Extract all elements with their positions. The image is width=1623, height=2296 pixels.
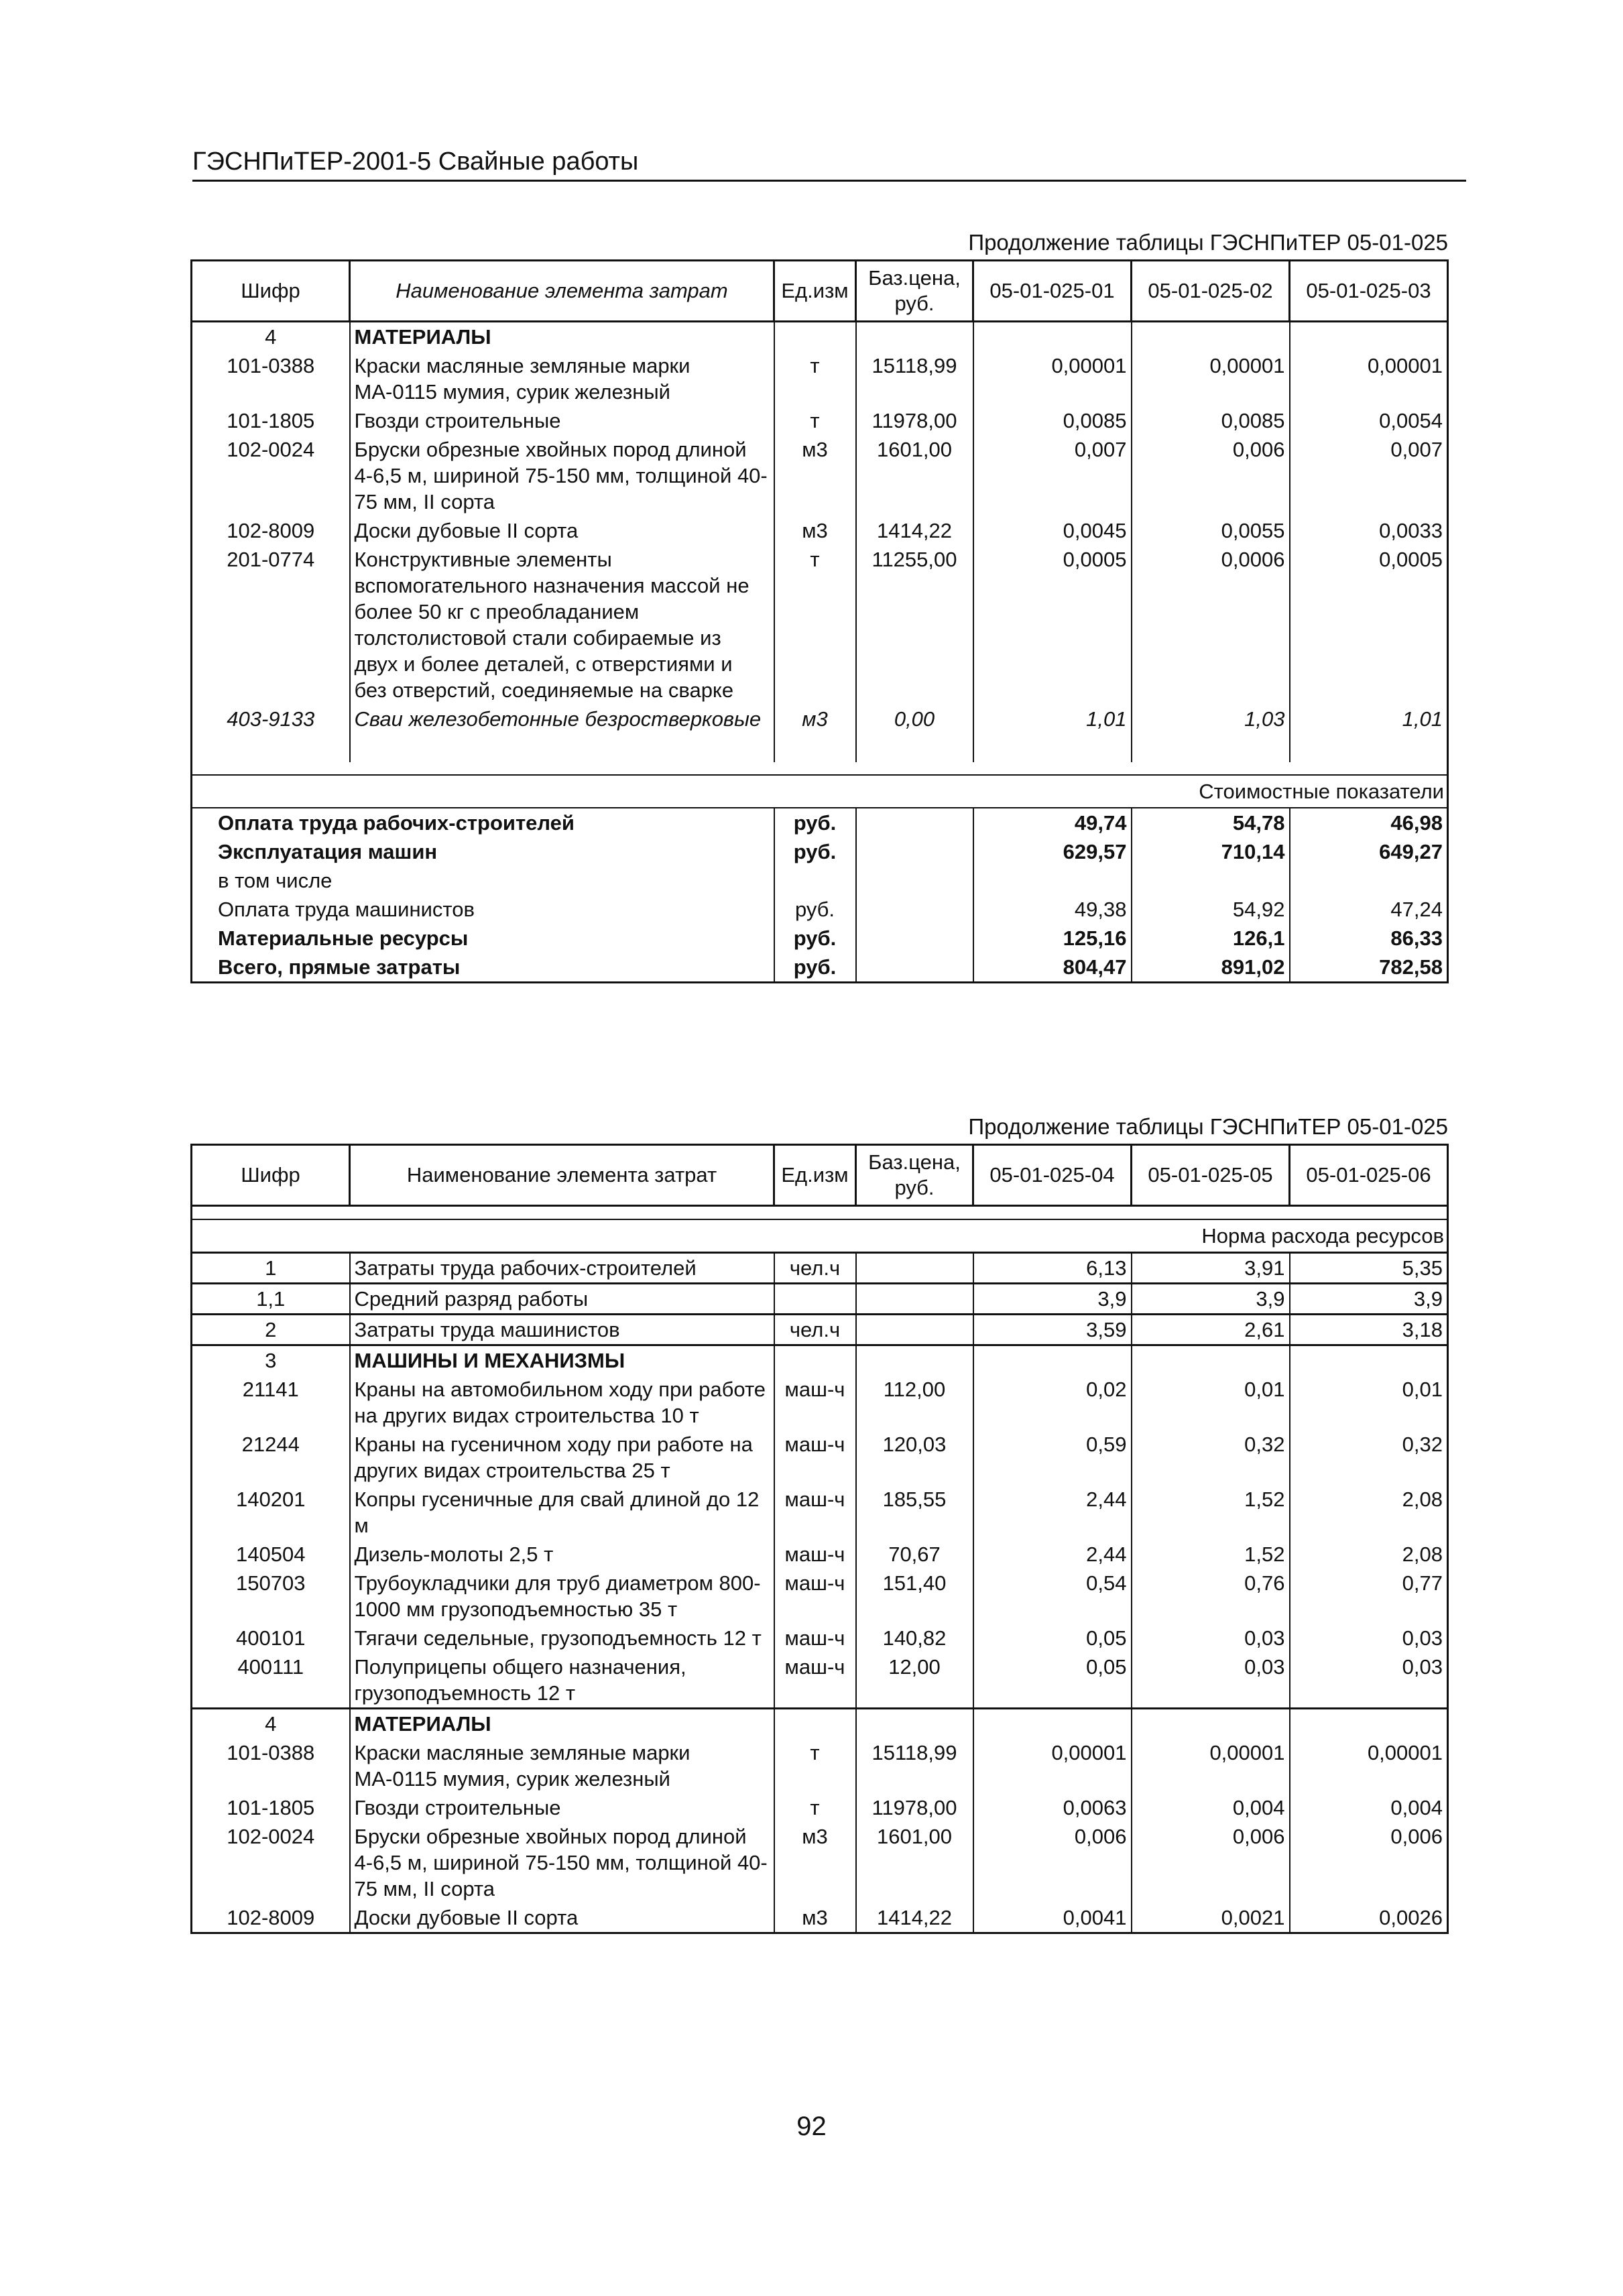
row-price: 12,00 [856,1652,973,1709]
cost-name: в том числе [192,866,774,895]
col-price-header: Баз.цена, руб. [856,1145,973,1206]
cost-value-3: 782,58 [1290,953,1448,983]
row-code: 140201 [192,1485,350,1540]
row-value-2: 1,52 [1132,1540,1290,1569]
cost-value-2: 891,02 [1132,953,1290,983]
table-row [192,1315,1448,1345]
cost-row [192,866,1448,895]
row-name: Гвозди строительные [350,1793,774,1822]
row-name: Бруски обрезные хвойных пород длиной 4-6,5 м, шириной 75-150 мм, толщиной 40-75 мм, II сорта [350,1822,774,1903]
col-code-header: Шифр [192,261,350,322]
row-name: Доски дубовые II сорта [350,516,774,545]
row-value-2: 0,03 [1132,1624,1290,1652]
row-value-2: 0,006 [1132,1822,1290,1903]
cost-name: Материальные ресурсы [192,924,774,953]
cost-label: Стоимостные показатели [192,775,1448,808]
row-price: 120,03 [856,1430,973,1485]
row-value-2: 1,03 [1132,705,1290,762]
section-code: 3 [192,1345,350,1376]
col-unit-header: Ед.изм [774,1145,856,1206]
row-unit: маш-ч [774,1375,856,1430]
row-value-3: 0,004 [1290,1793,1448,1822]
row-value-1: 0,59 [973,1430,1132,1485]
row-name: Полуприцепы общего назначения, грузоподъемность 12 т [350,1652,774,1709]
row-name: Краны на гусеничном ходу при работе на других видах строительства 25 т [350,1430,774,1485]
row-name: Сваи железобетонные безростверковые [350,705,774,762]
section-title: МАТЕРИАЛЫ [350,322,774,352]
cost-value-1: 804,47 [973,953,1132,983]
row-value-2: 0,0055 [1132,516,1290,545]
row-unit [774,1284,856,1315]
row-unit: т [774,406,856,435]
row-value-1: 0,02 [973,1375,1132,1430]
row-value-1: 0,0041 [973,1903,1132,1933]
row-unit: чел.ч [774,1315,856,1345]
row-value-3: 0,0054 [1290,406,1448,435]
row-value-1: 0,00001 [973,351,1132,406]
cost-name: Эксплуатация машин [192,837,774,866]
row-value-3: 0,006 [1290,1822,1448,1903]
row-name: Копры гусеничные для свай длиной до 12 м [350,1485,774,1540]
row-value-2: 0,00001 [1132,1738,1290,1793]
row-name: Гвозди строительные [350,406,774,435]
row-value-2: 0,76 [1132,1569,1290,1624]
cost-value-2: 710,14 [1132,837,1290,866]
row-value-3: 0,32 [1290,1430,1448,1485]
table-row [192,1284,1448,1315]
cost-unit: руб. [774,808,856,837]
row-value-3: 3,9 [1290,1284,1448,1315]
row-value-1: 3,9 [973,1284,1132,1315]
cost-unit [774,866,856,895]
row-value-2: 0,006 [1132,435,1290,516]
row-price: 151,40 [856,1569,973,1624]
row-value-1: 0,0085 [973,406,1132,435]
cost-value-2: 54,92 [1132,895,1290,924]
cost-value-3: 46,98 [1290,808,1448,837]
row-value-2: 0,01 [1132,1375,1290,1430]
col-v2-header: 05-01-025-05 [1132,1145,1290,1206]
row-unit: м3 [774,1822,856,1903]
row-code: 201-0774 [192,545,350,705]
col-name-header: Наименование элемента затрат [350,261,774,322]
row-code: 21141 [192,1375,350,1430]
row-price: 11255,00 [856,545,973,705]
cost-value-2: 54,78 [1132,808,1290,837]
row-price: 185,55 [856,1485,973,1540]
table2 [190,1144,1449,1934]
table-row [192,1375,1448,1430]
row-value-3: 0,00001 [1290,351,1448,406]
cost-name: Оплата труда рабочих-строителей [192,808,774,837]
row-value-3: 0,03 [1290,1652,1448,1709]
cost-row [192,924,1448,953]
row-value-3: 5,35 [1290,1253,1448,1284]
row-code: 101-0388 [192,351,350,406]
row-unit: т [774,545,856,705]
row-unit: чел.ч [774,1253,856,1284]
row-name: Конструктивные элементы вспомогательного назначения массой не более 50 кг с преобладанием толстолистовой стали собираемые из двух и более деталей, с отверстиями и без отверстий, соединяемые на сварке [350,545,774,705]
row-unit: м3 [774,1903,856,1933]
page-header: ГЭСНПиТЕР-2001-5 Свайные работы [192,147,639,176]
row-value-3: 0,0033 [1290,516,1448,545]
col-code-header: Шифр [192,1145,350,1206]
row-value-2: 0,0021 [1132,1903,1290,1933]
row-value-2: 1,52 [1132,1485,1290,1540]
row-code: 403-9133 [192,705,350,762]
table1-header-row [192,261,1448,322]
row-name: Дизель-молоты 2,5 т [350,1540,774,1569]
row-unit: маш-ч [774,1569,856,1624]
row-price [856,1315,973,1345]
row-code: 2 [192,1315,350,1345]
row-code: 1,1 [192,1284,350,1315]
row-unit: маш-ч [774,1485,856,1540]
section-row [192,322,1448,352]
cost-value-2 [1132,866,1290,895]
row-unit: м3 [774,705,856,762]
table2-continuation: Продолжение таблицы ГЭСНПиТЕР 05-01-025 [968,1114,1448,1139]
row-value-1: 0,05 [973,1652,1132,1709]
col-v1-header: 05-01-025-01 [973,261,1132,322]
col-name-header: Наименование элемента затрат [350,1145,774,1206]
row-price: 70,67 [856,1540,973,1569]
section-row [192,1345,1448,1376]
section-title: МАТЕРИАЛЫ [350,1709,774,1739]
row-value-2: 0,0006 [1132,545,1290,705]
cost-label-row [192,775,1448,808]
section-title: МАШИНЫ И МЕХАНИЗМЫ [350,1345,774,1376]
table-row [192,705,1448,762]
row-value-1: 0,54 [973,1569,1132,1624]
row-name: Краны на автомобильном ходу при работе на других видах строительства 10 т [350,1375,774,1430]
row-value-3: 0,0005 [1290,545,1448,705]
cost-row [192,837,1448,866]
row-code: 150703 [192,1569,350,1624]
row-value-3: 0,03 [1290,1624,1448,1652]
row-value-1: 0,05 [973,1624,1132,1652]
cost-value-3: 649,27 [1290,837,1448,866]
row-name: Затраты труда рабочих-строителей [350,1253,774,1284]
table1-continuation: Продолжение таблицы ГЭСНПиТЕР 05-01-025 [968,230,1448,255]
row-value-3: 0,0026 [1290,1903,1448,1933]
norm-label: Норма расхода ресурсов [192,1219,1448,1253]
row-code: 21244 [192,1430,350,1485]
row-price [856,1284,973,1315]
cost-value-3 [1290,866,1448,895]
row-price: 15118,99 [856,351,973,406]
row-value-3: 3,18 [1290,1315,1448,1345]
cost-name: Всего, прямые затраты [192,953,774,983]
row-name: Трубоукладчики для труб диаметром 800-1000 мм грузоподъемностью 35 т [350,1569,774,1624]
row-value-3: 0,00001 [1290,1738,1448,1793]
row-price: 140,82 [856,1624,973,1652]
row-unit: маш-ч [774,1430,856,1485]
row-value-3: 0,77 [1290,1569,1448,1624]
row-code: 400101 [192,1624,350,1652]
col-v3-header: 05-01-025-06 [1290,1145,1448,1206]
cost-name: Оплата труда машинистов [192,895,774,924]
row-value-1: 0,006 [973,1822,1132,1903]
row-code: 102-0024 [192,1822,350,1903]
row-value-1: 0,00001 [973,1738,1132,1793]
cost-value-1: 125,16 [973,924,1132,953]
row-value-2: 0,32 [1132,1430,1290,1485]
row-unit: т [774,1738,856,1793]
row-price: 11978,00 [856,406,973,435]
row-value-1: 6,13 [973,1253,1132,1284]
row-code: 400111 [192,1652,350,1709]
cost-row [192,895,1448,924]
row-value-1: 0,007 [973,435,1132,516]
row-value-3: 0,007 [1290,435,1448,516]
cost-unit: руб. [774,924,856,953]
section-row [192,1709,1448,1739]
table-row [192,435,1448,516]
table-row [192,406,1448,435]
row-code: 140504 [192,1540,350,1569]
row-price: 15118,99 [856,1738,973,1793]
col-unit-header: Ед.изм [774,261,856,322]
row-price: 11978,00 [856,1793,973,1822]
row-unit: маш-ч [774,1540,856,1569]
row-price: 112,00 [856,1375,973,1430]
cost-row [192,808,1448,837]
cost-value-3: 86,33 [1290,924,1448,953]
table-row [192,1903,1448,1933]
row-value-1: 3,59 [973,1315,1132,1345]
table1 [190,259,1449,983]
row-value-1: 2,44 [973,1485,1132,1540]
row-name: Доски дубовые II сорта [350,1903,774,1933]
table-row [192,1540,1448,1569]
row-price: 1601,00 [856,1822,973,1903]
row-code: 101-1805 [192,1793,350,1822]
row-name: Тягачи седельные, грузоподъемность 12 т [350,1624,774,1652]
row-value-2: 2,61 [1132,1315,1290,1345]
row-unit: маш-ч [774,1624,856,1652]
row-code: 101-0388 [192,1738,350,1793]
cost-value-1: 49,38 [973,895,1132,924]
row-value-1: 0,0005 [973,545,1132,705]
table-row [192,1569,1448,1624]
cost-unit: руб. [774,837,856,866]
row-code: 102-0024 [192,435,350,516]
header-rule [192,180,1466,182]
table2-header-row [192,1145,1448,1206]
cost-value-3: 47,24 [1290,895,1448,924]
table-row [192,545,1448,705]
row-value-1: 0,0045 [973,516,1132,545]
row-value-3: 2,08 [1290,1485,1448,1540]
section-code: 4 [192,1709,350,1739]
table-row [192,351,1448,406]
cost-value-2: 126,1 [1132,924,1290,953]
table-row [192,1652,1448,1709]
row-unit: т [774,1793,856,1822]
cost-value-1: 629,57 [973,837,1132,866]
cost-unit: руб. [774,953,856,983]
cost-unit: руб. [774,895,856,924]
row-value-3: 2,08 [1290,1540,1448,1569]
row-code: 102-8009 [192,516,350,545]
section-code: 4 [192,322,350,352]
row-unit: м3 [774,435,856,516]
table-row [192,1485,1448,1540]
row-name: Краски масляные земляные марки МА-0115 мумия, сурик железный [350,1738,774,1793]
row-value-3: 0,01 [1290,1375,1448,1430]
row-value-2: 0,004 [1132,1793,1290,1822]
row-value-1: 0,0063 [973,1793,1132,1822]
col-v2-header: 05-01-025-02 [1132,261,1290,322]
row-unit: т [774,351,856,406]
norm-label-row [192,1219,1448,1253]
table-row [192,1793,1448,1822]
row-code: 1 [192,1253,350,1284]
row-unit: м3 [774,516,856,545]
row-value-2: 0,03 [1132,1652,1290,1709]
row-name: Краски масляные земляные марки МА-0115 мумия, сурик железный [350,351,774,406]
table-row [192,1430,1448,1485]
table-row [192,1738,1448,1793]
row-name: Затраты труда машинистов [350,1315,774,1345]
row-value-2: 0,0085 [1132,406,1290,435]
row-value-1: 2,44 [973,1540,1132,1569]
row-value-1: 1,01 [973,705,1132,762]
page-number: 92 [796,2112,827,2141]
table-row [192,1253,1448,1284]
row-code: 102-8009 [192,1903,350,1933]
row-unit: маш-ч [774,1652,856,1709]
row-value-2: 3,9 [1132,1284,1290,1315]
col-price-header: Баз.цена, руб. [856,261,973,322]
row-name: Средний разряд работы [350,1284,774,1315]
col-v3-header: 05-01-025-03 [1290,261,1448,322]
row-price [856,1253,973,1284]
row-value-3: 1,01 [1290,705,1448,762]
row-price: 1414,22 [856,516,973,545]
row-price: 0,00 [856,705,973,762]
row-value-2: 0,00001 [1132,351,1290,406]
cost-value-1: 49,74 [973,808,1132,837]
cost-row [192,953,1448,983]
table-row [192,1624,1448,1652]
row-price: 1414,22 [856,1903,973,1933]
table-row [192,516,1448,545]
cost-value-1 [973,866,1132,895]
row-value-2: 3,91 [1132,1253,1290,1284]
table-row [192,1822,1448,1903]
col-v1-header: 05-01-025-04 [973,1145,1132,1206]
row-name: Бруски обрезные хвойных пород длиной 4-6,5 м, шириной 75-150 мм, толщиной 40-75 мм, II сорта [350,435,774,516]
row-code: 101-1805 [192,406,350,435]
row-price: 1601,00 [856,435,973,516]
